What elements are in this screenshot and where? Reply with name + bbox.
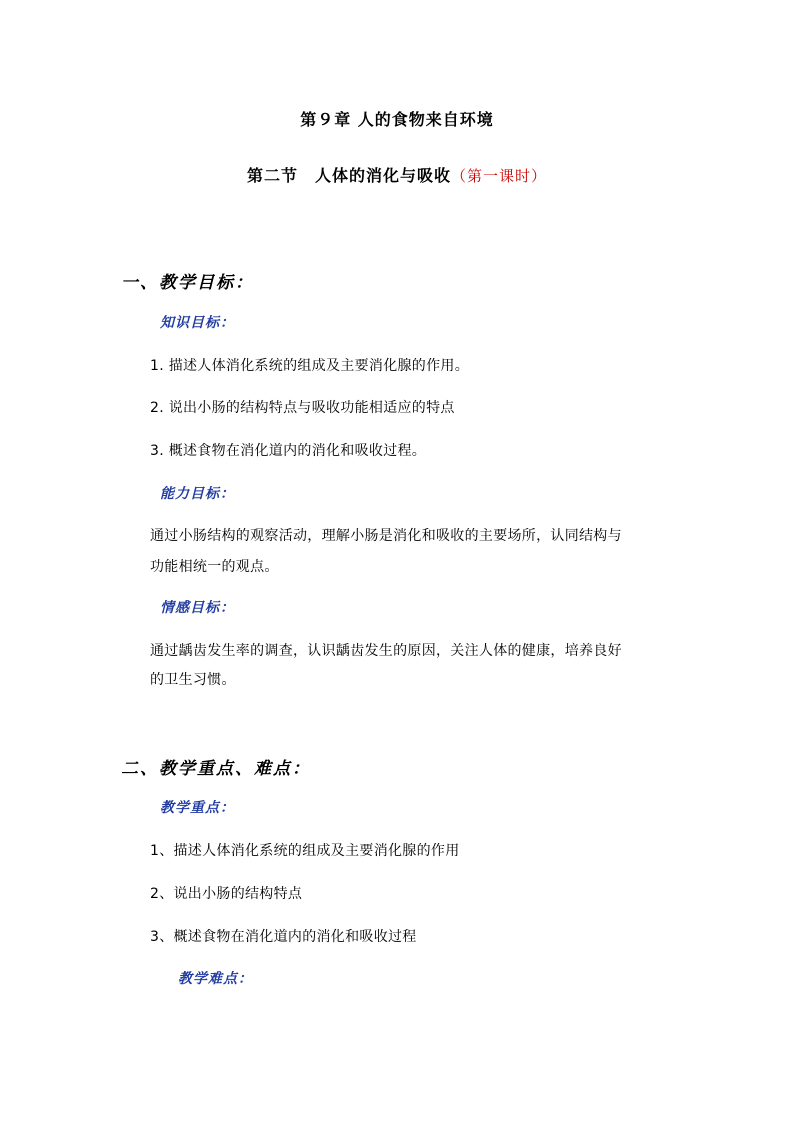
emotion-text-line-1: 通过龋齿发生率的调查，认识龋齿发生的原因，关注人体的健康，培养良好 [150, 643, 622, 659]
section-title [0, 163, 794, 186]
key-point-item-1: 1、描述人体消化系统的组成及主要消化腺的作用 [150, 843, 460, 859]
chapter-title: 第９章 人的食物来自环境 [300, 110, 494, 129]
knowledge-item-3: 3. 概述食物在消化道内的消化和吸收过程。 [150, 443, 427, 459]
ability-text-line-1: 通过小肠结构的观察活动，理解小肠是消化和吸收的主要场所，认同结构与 [150, 528, 622, 544]
ability-text-line-2: 功能相统一的观点。 [150, 559, 279, 575]
key-point-item-3: 3、概述食物在消化道内的消化和吸收过程 [150, 929, 417, 945]
knowledge-item-2: 2. 说出小肠的结构特点与吸收功能相适应的特点 [150, 400, 455, 416]
subheading-knowledge-objectives: 知识目标： [160, 315, 235, 331]
heading-teaching-objectives: 一、教学目标： [121, 273, 254, 293]
emotion-text-line-2: 的卫生习惯。 [150, 672, 236, 688]
subheading-emotion-objectives: 情感目标： [160, 600, 235, 616]
heading-key-difficult-points: 二、教学重点、难点： [121, 759, 311, 779]
section-title-main: 第二节 人体的消化与吸收 [246, 166, 451, 185]
subheading-key-points: 教学重点： [160, 800, 235, 816]
section-title-lesson: （第一课时） [451, 167, 548, 185]
subheading-difficult-points: 教学难点： [178, 971, 253, 987]
key-point-item-2: 2、说出小肠的结构特点 [150, 886, 303, 902]
knowledge-item-1: 1. 描述人体消化系统的组成及主要消化腺的作用。 [150, 358, 470, 374]
subheading-ability-objectives: 能力目标： [160, 486, 235, 502]
